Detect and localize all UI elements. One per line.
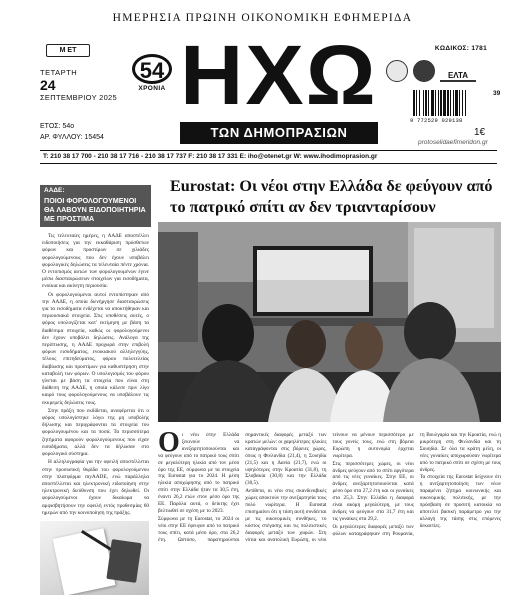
- side-paragraph: Τις τελευταίες ημέρες, η ΑΑΔΕ αποστέλλει ειδοποιήσεις για την εκκαθάριση πρόσθετων φόρων και προστίμων σε χιλιάδες φορολογούμενους που δεν έχουν υποβάλει φορολογικές δηλώσεις τα τελευταία πέντε χρόνια. Ο εντοπισμός αυτών των φορολογουμένων έγινε μέσω διασταυρώσεων στοιχείων για εισοδήματα, ενοίκια και ακίνητη περιουσία.: [42, 233, 149, 290]
- tagline: ΗΜΕΡΗΣΙΑ ΠΡΩΙΝΗ ΟΙΚΟΝΟΜΙΚΗ ΕΦΗΜΕΡΙΔΑ: [112, 12, 413, 24]
- article-paragraph: Αντίθετα, οι νέοι στις σκανδιναβικές χώρες αποκτούν την ανεξαρτησία τους πολύ νωρίτερα. Η Eurostat επισημαίνει ότι η τάση αυτή συνδέεται με τις οικονομικές συνθήκες, το κόστος στέγασης και τις πολιτιστικές διαφορές μεταξύ των χωρών. Στη νότια και ανατολική Ευρώπη, οι νέοι τείνουν να μένουν περισσότερο με τους γονείς τους, ενώ στη βόρεια Ευρώπη η αυτονομία έρχεται νωρίτερα.: [245, 432, 414, 543]
- main-headline: Eurostat: Οι νέοι στην Ελλάδα δε φεύγουν από το πατρικό σπίτι αν δεν τριανταρίσουν: [170, 177, 493, 216]
- weekday: ΤΕΤΑΡΤΗ: [40, 68, 78, 77]
- anniversary-label: ΧΡΟΝΙΑ: [138, 85, 166, 92]
- side-article: [40, 185, 151, 600]
- anniversary-number: 54: [132, 54, 172, 84]
- code-label: ΚΩΔΙΚΟΣ: 1781: [434, 45, 487, 52]
- seal-icon: [386, 60, 408, 82]
- family-watching-tv-image: [158, 222, 501, 422]
- side-paragraph: Στην πράξη που εκδίδεται, αναφέρεται ότι ο φόρος υπολογίστηκε λόγω της μη υποβολής δήλωσης και περιγράφονται τα στοιχεία του φορολογουμένου και τα ποσά. Τα περισσότερα ζητήματα αφορούν φορολογούμενους που είχαν εισοδήματα, αλλά δεν τα δήλωσαν στο φορολογικό σύστημα.: [42, 407, 149, 458]
- article-paragraph: Σύμφωνα με τη Eurostat, το 2024 οι νέοι στην ΕΕ έφευγαν από το πατρικό τους σπίτι, κατά μέσο όρο, στα 26,2 έτη. Ωστόσο, παρατηρούνται σημαντικές διαφορές μεταξύ των κρατών μελών: οι χαμηλότερες ηλικίες καταγράφονται στις βόρειες χώρες, όπως η Φινλανδία (21,4), η Σουηδία (21,5) και η Δανία (21,7), ενώ οι υψηλότερες στην Κροατία (31,8), τη Σλοβακία (30,8) και την Ελλάδα (30,5).: [158, 432, 327, 543]
- masthead-title: ΗΧΩ: [180, 28, 378, 122]
- elta-logo: ΕΛΤΑ: [440, 60, 476, 82]
- main-photo: [158, 222, 501, 422]
- main-article-body: [158, 432, 501, 600]
- dropcap: Ο: [158, 432, 180, 458]
- barcode-stripe: [466, 90, 467, 116]
- side-paragraph: Η αλληλογραφία για την οφειλή αποστέλλεται στην προσωπική θυρίδα του φορολογούμενου στην πλατφόρμα myAADE, ενώ παράλληλα αποστέλλεται και ηλεκτρονική ειδοποίηση στην ηλεκτρονική διεύθυνση που έχει δηλωθεί. Οι φορολογούμενοι έχουν δικαίωμα να αμφισβητήσουν την οφειλή εντός προθεσμίας 60 ημερών από την κοινοποίηση της πράξης.: [42, 459, 149, 516]
- article-lead-text: ι νέοι στην Ελλάδα ξεκινούν να ανεξαρτητοποιούνται και να φεύγουν από το πατρικό τους σπίτι σε μεγαλύτερη ηλικία από τον μέσο όρο της ΕΕ, σύμφωνα με τα στοιχεία της Eurostat για το 2024. Η μέση ηλικία αποχώρησης από το πατρικό σπίτι στην Ελλάδα ήταν τα 30,5 έτη, έναντι 26,2 ετών στον μέσο όρο της ΕΕ. Παρόλα αυτά, ο δείκτης έχει βελτιωθεί σε σχέση με το 2023.: [158, 432, 240, 514]
- article-paragraph: Στις περισσότερες χώρες, οι νέοι άνδρες φεύγουν από το σπίτι αργότερα από τις νέες γυναίκες. Στην ΕΕ, οι άνδρες ανεξαρτητοποιούνται κατά μέσο όρο στα 27,2 έτη και οι γυναίκες στα 25,3. Στην Ελλάδα η διαφορά είναι ακόμη μεγαλύτερη, με τους άνδρες να φεύγουν στα 31,7 έτη και τις γυναίκες στα 29,2.: [332, 460, 414, 522]
- registry-seal-icon: [413, 60, 435, 82]
- issue-meta: [40, 121, 104, 143]
- side-article-image: [40, 521, 149, 595]
- calculator-icon: [106, 539, 141, 583]
- month-year: ΣΕΠΤΕΜΒΡΙΟΥ 2025: [40, 93, 118, 102]
- masthead-subtitle: ΤΩΝ ΔΗΜΟΠΡΑΣΙΩΝ: [180, 122, 378, 144]
- date-block: [40, 68, 117, 102]
- document-icon: [53, 528, 116, 595]
- article-paragraph: Οι μεγαλύτερες διαφορές μεταξύ των φύλων καταγράφηκαν στη Ρουμανία, τη Βουλγαρία και την Κροατία, ενώ η μικρότερη στη Φινλανδία και τη Σουηδία. Σε όλα τα κράτη μέλη, οι νέες γυναίκες αποχωρούσαν νωρίτερα από το πατρικό σπίτι σε σχέση με τους άνδρες.: [332, 432, 501, 537]
- seal-row: [386, 60, 476, 82]
- year-label: ΕΤΟΣ: 54ο: [40, 123, 75, 130]
- issue-label: ΑΡ. ΦΥΛΛΟΥ: 15454: [40, 134, 104, 141]
- price: 1€: [474, 127, 486, 138]
- side-article-kicker: ΑΑΔΕ:: [40, 185, 151, 195]
- side-article-body: [40, 227, 151, 517]
- site-watermark: protoselidaefimeridon.gr: [418, 139, 488, 146]
- day-number: 24: [40, 77, 56, 93]
- side-paragraph: Οι φορολογούμενοι αυτοί εντοπίστηκαν από την ΑΑΔΕ, η οποία διενήργησε διασταυρώσεις για τα εισοδήματα ενδέχεται να αποκτήθηκαν και περιουσιακά στοιχεία. Στις υποθέσεις αυτές, ο φόρος υπολογίζεται κατ' εκτίμηση με βάση τα διαθέσιμα στοιχεία, καθώς οι φορολογούμενοι δεν έχουν υποβάλει δηλώσεις. Ανάλογα της περίπτωσης, η ΑΑΔΕ προχωρά στην επιβολή φόρων εισοδήματος, ενοικιακού αλληλεγγύης, τέλους επιτηδεύματος, φόρου πολυτελείας διαβίωσης και προστίμων για καθυστέρηση στην καταβολή των φόρων. Ο υπολογισμός του φόρου γίνεται με βάση τα στοιχεία που είναι στη διάθεση της ΑΑΔΕ, η οποία κάλεσε πριν λίγο καιρό τους φορολογούμενους να υποβάλουν τις εκκρεμείς δηλώσεις τους.: [42, 291, 149, 406]
- barcode-number: 9 772529 029138: [410, 117, 463, 124]
- contact-line: Τ: 210 38 17 700 - 210 38 17 716 - 210 38 17 737 F: 210 38 17 331 E: iho@otenet.gr W: www.ihodimoprasion.gr: [40, 150, 497, 164]
- issue-small-number: 39: [493, 90, 501, 97]
- article-paragraph: [158, 432, 239, 515]
- barcode: [413, 90, 489, 116]
- brand-badge: Μ ΕΤ: [46, 44, 90, 57]
- side-article-title: ΠΟΙΟΙ ΦΟΡΟΛΟΓΟΥΜΕΝΟΙ ΘΑ ΛΑΒΟΥΝ ΕΙΔΟΠΟΙΗΤΗΡΙΑ ΜΕ ΠΡΟΣΤΙΜΑ: [40, 195, 151, 227]
- article-paragraph: Τα στοιχεία της Eurostat δείχνουν ότι η ανεξαρτητοποίηση των νέων παραμένει ζήτημα κοινωνικής και οικονομικής πολιτικής, με την πρόσβαση σε προσιτή κατοικία να αποτελεί βασική παράμετρο για την αλλαγή της τάσης στις επόμενες δεκαετίες.: [419, 474, 501, 529]
